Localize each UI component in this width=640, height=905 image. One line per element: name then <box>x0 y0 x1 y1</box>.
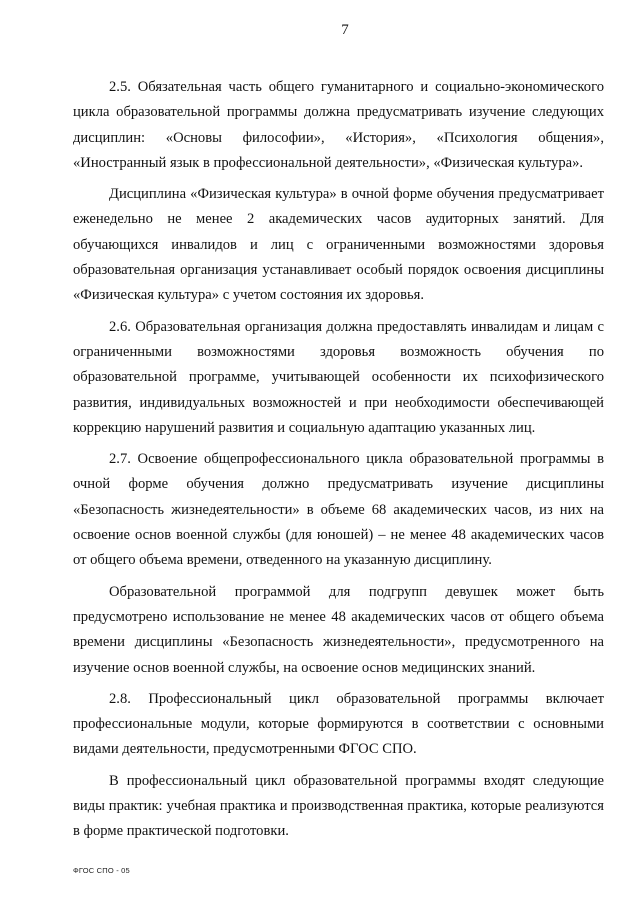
paragraph-2-7: 2.7. Освоение общепрофессионального цикла образовательной программы в очной форме обучения должно предусматривать изучение дисциплины «Безопасность жизнедеятельности» в объеме 68 академических часов, из них на освоение основ военной службы (для юношей) – не менее 48 академических часов от общего объема времени, отведенного на указанную дисциплину. <box>73 451 604 569</box>
paragraph-physical-culture: Дисциплина «Физическая культура» в очной форме обучения предусматривает еженедельно не менее 2 академических часов аудиторных занятий. Для обучающихся инвалидов и лиц с ограниченными возможностями здоровья образовательная организация устанавливает особый порядок освоения дисциплины «Физическая культура» с учетом состояния их здоровья. <box>73 186 604 304</box>
page-number: 7 <box>341 22 349 38</box>
paragraph-2-6: 2.6. Образовательная организация должна предоставлять инвалидам и лицам с ограниченными возможностями здоровья возможность обучения по образовательной программе, учитывающей особенности их психофизического развития, индивидуальных возможностей и при необходимости обеспечивающей коррекцию нарушений развития и социальную адаптацию указанных лиц. <box>73 318 604 436</box>
paragraph-2-8: 2.8. Профессиональный цикл образовательной программы включает профессиональные модули, которые формируются в соответствии с основными видами деятельности, предусмотренными ФГОС СПО. <box>73 690 604 758</box>
footer-document-code: ФГОС СПО - 05 <box>73 866 130 875</box>
paragraph-practices: В профессиональный цикл образовательной программы входят следующие виды практик: учебная практика и производственная практика, которые реализуются в форме практической подготовки. <box>73 772 604 840</box>
paragraph-2-5: 2.5. Обязательная часть общего гуманитарного и социально-экономического цикла образовательной программы должна предусматривать изучение следующих дисциплин: «Основы философии», «История», «Психология общения», «Иностранный язык в профессиональной деятельности», «Физическая культура». <box>73 79 604 171</box>
paragraph-girls-subgroups: Образовательной программой для подгрупп девушек может быть предусмотрено использование не менее 48 академических часов от общего объема времени дисциплины «Безопасность жизнедеятельности», предусмотренного на изучение основ военной службы, на освоение основ медицинских знаний. <box>73 583 604 676</box>
document-body <box>73 75 604 851</box>
